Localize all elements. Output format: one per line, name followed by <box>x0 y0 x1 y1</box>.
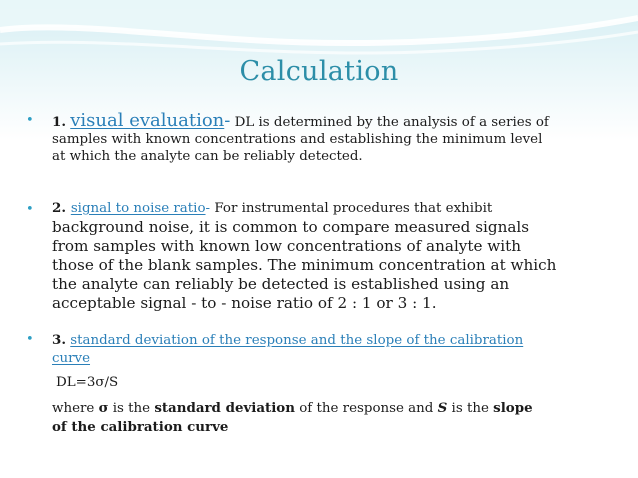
item-text-line: acceptable signal - to - noise ratio of 2 : 1 or 3 : 1. <box>52 294 437 312</box>
bullet-icon: • <box>26 202 34 217</box>
standard-deviation-link-continued[interactable]: curve <box>52 351 91 366</box>
list-item-signal-to-noise <box>26 198 612 313</box>
item-text-line: those of the blank samples. The minimum concentration at which <box>52 256 557 274</box>
bullet-icon: • <box>26 332 34 347</box>
sigma-symbol: σ <box>98 400 109 416</box>
item-dash: - <box>224 110 231 131</box>
signal-to-noise-link[interactable]: signal to noise ratio <box>70 201 206 216</box>
item-number: 1. <box>52 114 66 130</box>
slope-symbol: S <box>437 400 448 416</box>
item-text-line: DL is determined by the analysis of a series of <box>230 115 549 130</box>
standard-deviation-link[interactable]: standard deviation of the response and the slope of the calibration <box>70 333 524 348</box>
item-dash: - <box>205 201 211 216</box>
item-text-line: the analyte can reliably be detected is established using an <box>52 275 510 293</box>
explanation-text: is the <box>108 401 155 416</box>
calibration-curve-term: of the calibration curve <box>52 419 229 435</box>
list-item-standard-deviation <box>26 331 612 368</box>
item-number: 2. <box>52 200 66 216</box>
item-text-line: from samples with known low concentrations of analyte with <box>52 237 522 255</box>
visual-evaluation-link[interactable]: visual evaluation <box>70 110 225 131</box>
explanation-text: of the response and <box>294 401 438 416</box>
item-text-line: For instrumental procedures that exhibit <box>210 201 493 216</box>
formula-explanation <box>52 399 612 437</box>
formula: DL=3σ/S <box>56 375 119 390</box>
item-text-line: background noise, it is common to compare measured signals <box>52 218 530 236</box>
item-text-line: at which the analyte can be reliably detected. <box>52 149 363 164</box>
explanation-text: is the <box>447 401 494 416</box>
item-text-line: samples with known concentrations and establishing the minimum level <box>52 132 543 147</box>
item-number: 3. <box>52 332 66 348</box>
explanation-text: where <box>52 401 99 416</box>
slope-term: slope <box>493 400 533 416</box>
slide-title: Calculation <box>239 56 399 87</box>
standard-deviation-term: standard deviation <box>154 400 295 416</box>
bullet-icon: • <box>26 113 34 128</box>
list-item-visual-evaluation <box>26 112 612 165</box>
